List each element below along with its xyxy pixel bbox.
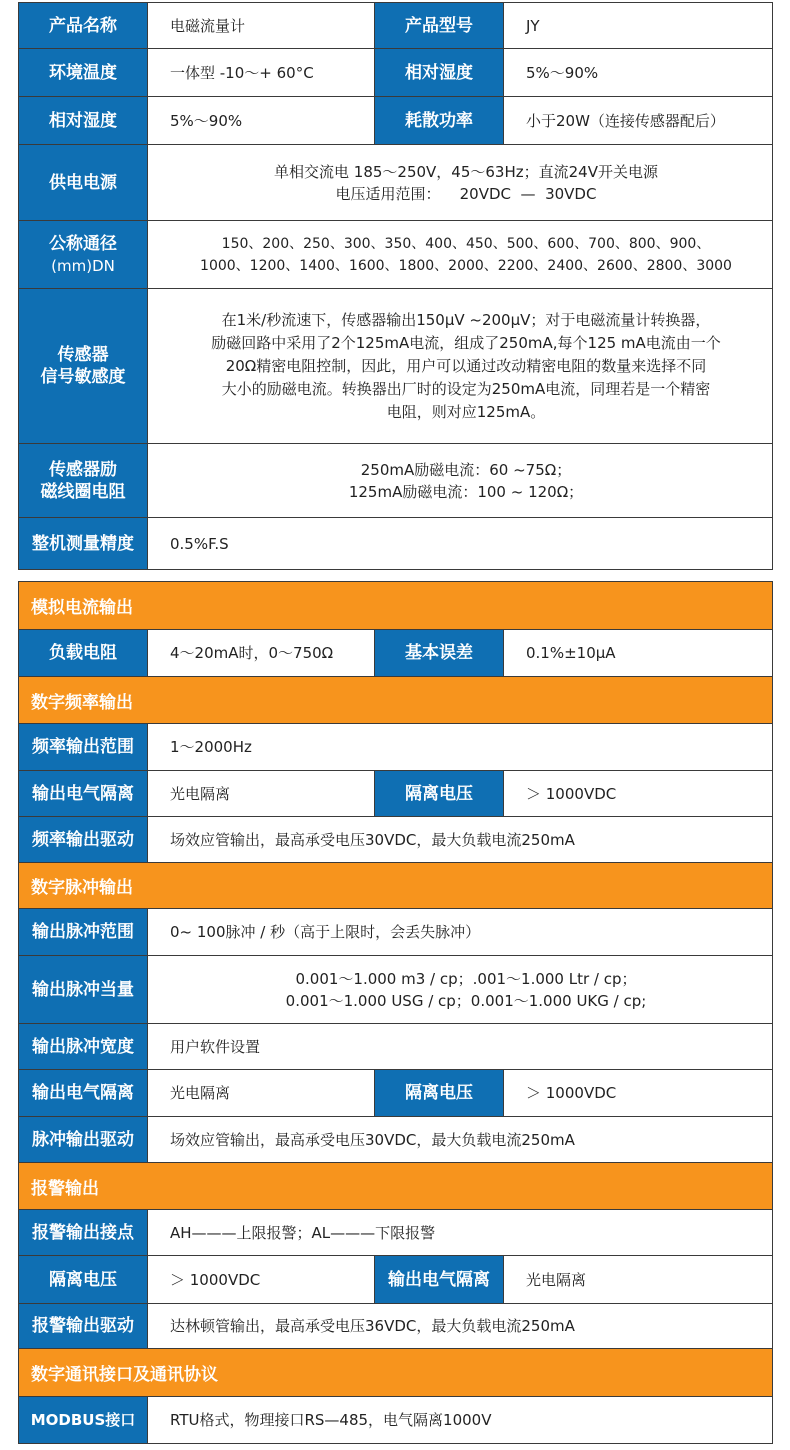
power-supply-line: 电压适用范围： 20VDC — 30VDC <box>335 184 597 203</box>
dn-label <box>19 221 148 288</box>
coil-res-label-line: 磁线圈电阻 <box>40 481 126 502</box>
pulse-range-label: 输出脉冲范围 <box>19 909 148 955</box>
pulse-eq-label: 输出脉冲当量 <box>19 956 148 1023</box>
pulse-iso-value: 光电隔离 <box>148 1070 375 1116</box>
dn-value <box>148 221 773 288</box>
alarm-contact-label: 报警输出接点 <box>19 1210 148 1255</box>
alarm-contact-value: AH———上限报警；AL———下限报警 <box>148 1210 773 1255</box>
product-name-value: 电磁流量计 <box>148 3 375 48</box>
product-model-value: JY <box>504 3 773 48</box>
pulse-drive-label: 脉冲输出驱动 <box>19 1117 148 1162</box>
dn-line: 1000、1200、1400、1600、1800、2000、2200、2400、2600、2800、3000 <box>200 257 732 274</box>
table-row <box>19 49 773 97</box>
sensitivity-label-line: 信号敏感度 <box>40 367 126 387</box>
env-temp-label: 环境温度 <box>19 49 148 96</box>
dn-label-line: 公称通径 <box>49 233 117 254</box>
modbus-label: MODBUS接口 <box>19 1397 148 1443</box>
rel-hum-value: 5%～90% <box>504 49 773 96</box>
sensitivity-line: 励磁回路中采用了2个125mA电流，组成了250mA,每个125 mA电流由一个 <box>211 333 721 352</box>
coil-res-label <box>19 444 148 517</box>
pulse-iso-label: 输出电气隔离 <box>19 1070 148 1116</box>
freq-drive-value: 场效应管输出，最高承受电压30VDC，最大负载电流250mA <box>148 817 773 862</box>
basic-err-label: 基本误差 <box>375 630 504 676</box>
power-supply-line: 单相交流电 185～250V，45～63Hz；直流24V开关电源 <box>274 162 658 181</box>
alarm-iso-voltage-label: 隔离电压 <box>19 1256 148 1303</box>
pulse-iso-voltage-value: ＞ 1000VDC <box>504 1070 773 1116</box>
section-header-analog: 模拟电流输出 <box>19 582 773 630</box>
freq-iso-value: 光电隔离 <box>148 771 375 816</box>
load-res-label: 负载电阻 <box>19 630 148 676</box>
sensitivity-line: 20Ω精密电阻控制，因此，用户可以通过改动精密电阻的数量来选择不同 <box>225 356 707 375</box>
table-row <box>19 444 773 518</box>
coil-res-line: 250mA励磁电流：60 ~75Ω； <box>360 460 572 479</box>
pulse-range-value: 0~ 100脉冲 / 秒（高于上限时，会丢失脉冲） <box>148 909 773 955</box>
alarm-iso-value: 光电隔离 <box>504 1256 773 1303</box>
product-model-label: 产品型号 <box>375 3 504 48</box>
section-header-alarm: 报警输出 <box>19 1163 773 1210</box>
basic-err-value: 0.1%±10μA <box>504 630 773 676</box>
table-row <box>19 97 773 145</box>
pulse-drive-value: 场效应管输出，最高承受电压30VDC，最大负载电流250mA <box>148 1117 773 1162</box>
rel-hum-value-2: 5%～90% <box>148 97 375 144</box>
accuracy-label: 整机测量精度 <box>19 518 148 569</box>
table-row <box>19 1304 773 1349</box>
sensitivity-label <box>19 289 148 443</box>
product-name-label: 产品名称 <box>19 3 148 48</box>
freq-iso-voltage-value: ＞ 1000VDC <box>504 771 773 816</box>
coil-res-line: 125mA励磁电流：100 ~ 120Ω； <box>348 482 584 501</box>
table-row <box>19 724 773 771</box>
sensitivity-line: 在1米/秒流速下，传感器输出150μV ~200μV；对于电磁流量计转换器， <box>221 310 711 329</box>
freq-iso-label: 输出电气隔离 <box>19 771 148 816</box>
alarm-iso-voltage-value: ＞ 1000VDC <box>148 1256 375 1303</box>
pulse-width-label: 输出脉冲宽度 <box>19 1024 148 1069</box>
alarm-iso-label: 输出电气隔离 <box>375 1256 504 1303</box>
table-row <box>19 817 773 863</box>
alarm-drive-label: 报警输出驱动 <box>19 1304 148 1348</box>
pulse-eq-value <box>148 956 773 1023</box>
table-row <box>19 145 773 221</box>
table-row <box>19 221 773 289</box>
pulse-eq-line: 0.001～1.000 USG / cp；0.001～1.000 UKG / cp; <box>285 991 647 1010</box>
power-diss-label: 耗散功率 <box>375 97 504 144</box>
table-row <box>19 909 773 956</box>
table-row <box>19 1070 773 1117</box>
modbus-value: RTU格式，物理接口RS—485，电气隔离1000V <box>148 1397 773 1443</box>
power-supply-value <box>148 145 773 220</box>
rel-hum-label-2: 相对湿度 <box>19 97 148 144</box>
table-row <box>19 1117 773 1163</box>
pulse-eq-line: 0.001～1.000 m3 / cp；.001～1.000 Ltr / cp； <box>295 969 637 988</box>
section-header-pulse: 数字脉冲输出 <box>19 863 773 909</box>
freq-iso-voltage-label: 隔离电压 <box>375 771 504 816</box>
section-header-frequency: 数字频率输出 <box>19 677 773 724</box>
table-row <box>19 771 773 817</box>
dn-label-line: (mm)DN <box>51 256 115 275</box>
pulse-iso-voltage-label: 隔离电压 <box>375 1070 504 1116</box>
table-row <box>19 3 773 49</box>
alarm-drive-value: 达林顿管输出，最高承受电压36VDC，最大负载电流250mA <box>148 1304 773 1348</box>
section-header-comm: 数字通讯接口及通讯协议 <box>19 1349 773 1397</box>
table-row <box>19 1397 773 1444</box>
table-row <box>19 956 773 1024</box>
sensitivity-value <box>148 289 773 443</box>
sensitivity-label-line: 传感器 <box>57 345 109 365</box>
table-row <box>19 1256 773 1304</box>
pulse-width-value: 用户软件设置 <box>148 1024 773 1069</box>
spec-table-general <box>18 2 773 570</box>
table-row <box>19 289 773 444</box>
coil-res-label-line: 传感器励 <box>49 459 117 480</box>
power-diss-value: 小于20W（连接传感器配后） <box>504 97 773 144</box>
freq-drive-label: 频率输出驱动 <box>19 817 148 862</box>
accuracy-value: 0.5%F.S <box>148 518 773 569</box>
table-row <box>19 1210 773 1256</box>
env-temp-value: 一体型 -10～+ 60°C <box>148 49 375 96</box>
table-row <box>19 518 773 570</box>
freq-range-label: 频率输出范围 <box>19 724 148 770</box>
power-supply-label: 供电电源 <box>19 145 148 220</box>
spec-table-outputs <box>18 581 773 1444</box>
sensitivity-line: 电阻，则对应125mA。 <box>386 402 546 421</box>
table-row <box>19 630 773 677</box>
table-row <box>19 1024 773 1070</box>
rel-hum-label: 相对湿度 <box>375 49 504 96</box>
sensitivity-line: 大小的励磁电流。转换器出厂时的设定为250mA电流，同理若是一个精密 <box>221 379 711 398</box>
freq-range-value: 1～2000Hz <box>148 724 773 770</box>
dn-line: 150、200、250、300、350、400、450、500、600、700、800、900、 <box>221 235 711 252</box>
load-res-value: 4～20mA时，0～750Ω <box>148 630 375 676</box>
coil-res-value <box>148 444 773 517</box>
